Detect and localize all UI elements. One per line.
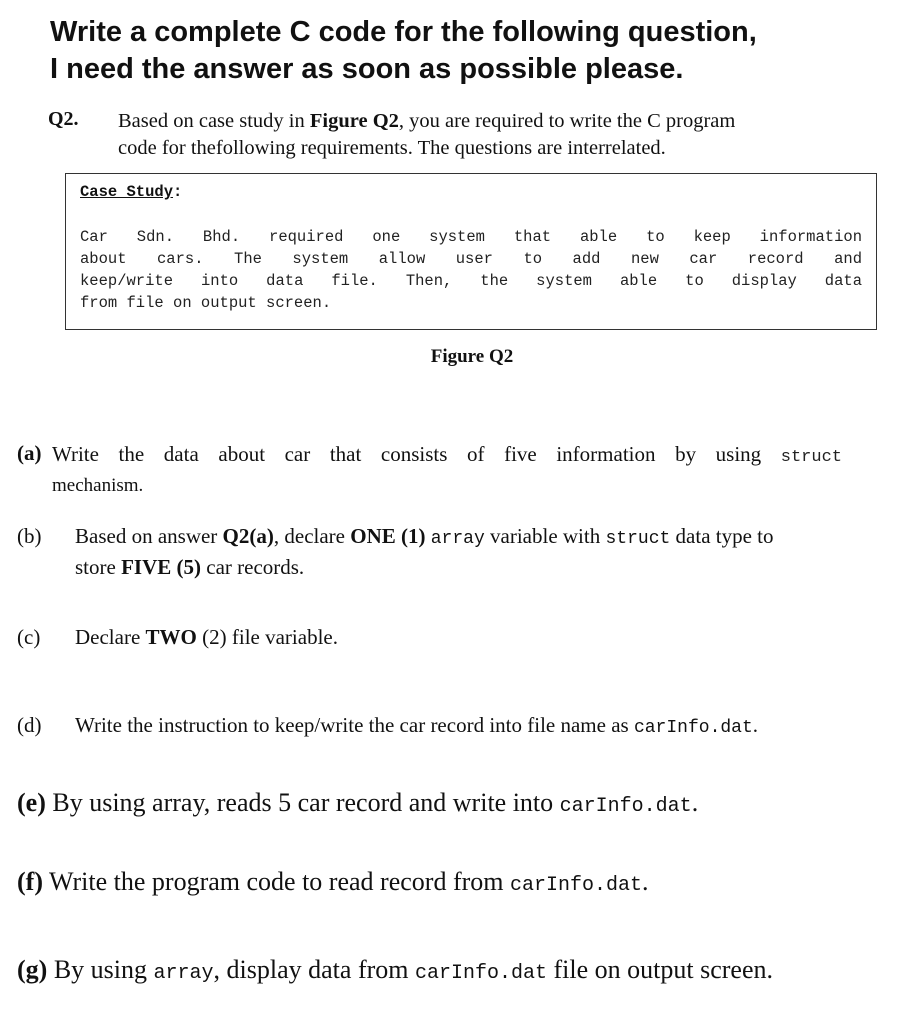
question-b-line-2b: car records. [201, 555, 305, 579]
q2-text-1: Based on case study in [118, 110, 310, 132]
case-study-line-4: from file on output screen. [80, 294, 332, 312]
question-a-line-2: mechanism. [52, 475, 144, 496]
question-e-text: By using array, reads 5 car record and write into [52, 788, 560, 817]
header-line-1: Write a complete C code for the following question, [50, 16, 757, 48]
question-f [17, 867, 649, 897]
q2-text-2: , you are required to write the C program [398, 110, 736, 132]
case-study-title-colon: : [173, 183, 183, 201]
question-label-q2: Q2. [48, 108, 79, 130]
question-g-code-file: carInfo.dat [414, 962, 548, 985]
question-f-period: . [642, 867, 649, 896]
question-d-text: Write the instruction to keep/write the car record into file name as [75, 713, 634, 737]
question-b-ref: Q2(a) [222, 524, 274, 548]
question-g [17, 955, 773, 985]
question-g-text-1: By using [53, 955, 154, 984]
question-f-text: Write the program code to read record from [49, 867, 510, 896]
question-d-period: . [752, 713, 759, 737]
question-b-code-struct: struct [605, 529, 671, 549]
question-c-text-2: (2) file variable. [196, 625, 338, 649]
question-d-code: carInfo.dat [633, 718, 753, 738]
page-header [50, 14, 900, 88]
case-study-body [80, 226, 862, 314]
question-a-text: Write the data about car that consists of five information by using [52, 442, 762, 466]
case-study-title [80, 183, 182, 201]
question-c [75, 623, 338, 651]
q2-text-line-2: code for thefollowing requirements. The questions are interrelated. [118, 137, 666, 159]
question-g-code-array: array [153, 962, 214, 985]
question-label-f: (f) [17, 867, 43, 896]
header-line-2: I need the answer as soon as possible please. [50, 53, 684, 85]
question-g-text-3: file on output screen. [547, 955, 774, 984]
question-d [75, 711, 758, 742]
q2-intro [118, 108, 858, 162]
question-b-text-5: data type to [670, 524, 774, 548]
question-label-e: (e) [17, 788, 46, 817]
question-b-code-array: array [430, 529, 485, 549]
question-b-text-1: Based on answer [75, 524, 223, 548]
case-study-line-2: about cars. The system allow user to add new car record and [80, 250, 862, 268]
question-a-code: struct [780, 448, 842, 467]
question-g-text-2: , display data from [213, 955, 415, 984]
question-b-text-4: variable with [484, 524, 606, 548]
question-e-period: . [691, 788, 699, 817]
question-b [75, 522, 905, 581]
question-b-five: FIVE (5) [121, 555, 201, 579]
question-label-g: (g) [17, 955, 48, 984]
question-label-a: (a) [17, 441, 42, 465]
question-b-text-2: , declare [273, 524, 351, 548]
question-f-code: carInfo.dat [509, 874, 643, 897]
case-study-line-1: Car Sdn. Bhd. required one system that able to keep information [80, 228, 862, 246]
question-b-one: ONE (1) [350, 524, 426, 548]
case-study-title-text: Case Study [80, 183, 174, 201]
figure-caption: Figure Q2 [430, 346, 514, 367]
question-c-two: TWO [145, 625, 197, 649]
question-e [17, 788, 698, 818]
question-label-b: (b) [17, 524, 42, 548]
question-a [52, 441, 842, 499]
question-c-text-1: Declare [75, 625, 146, 649]
q2-figure-ref: Figure Q2 [309, 110, 399, 132]
question-e-code: carInfo.dat [559, 795, 692, 818]
question-b-line-2a: store [75, 555, 122, 579]
question-label-d: (d) [17, 713, 42, 737]
question-label-c: (c) [17, 625, 41, 649]
case-study-line-3: keep/write into data file. Then, the system able to display data [80, 272, 862, 290]
